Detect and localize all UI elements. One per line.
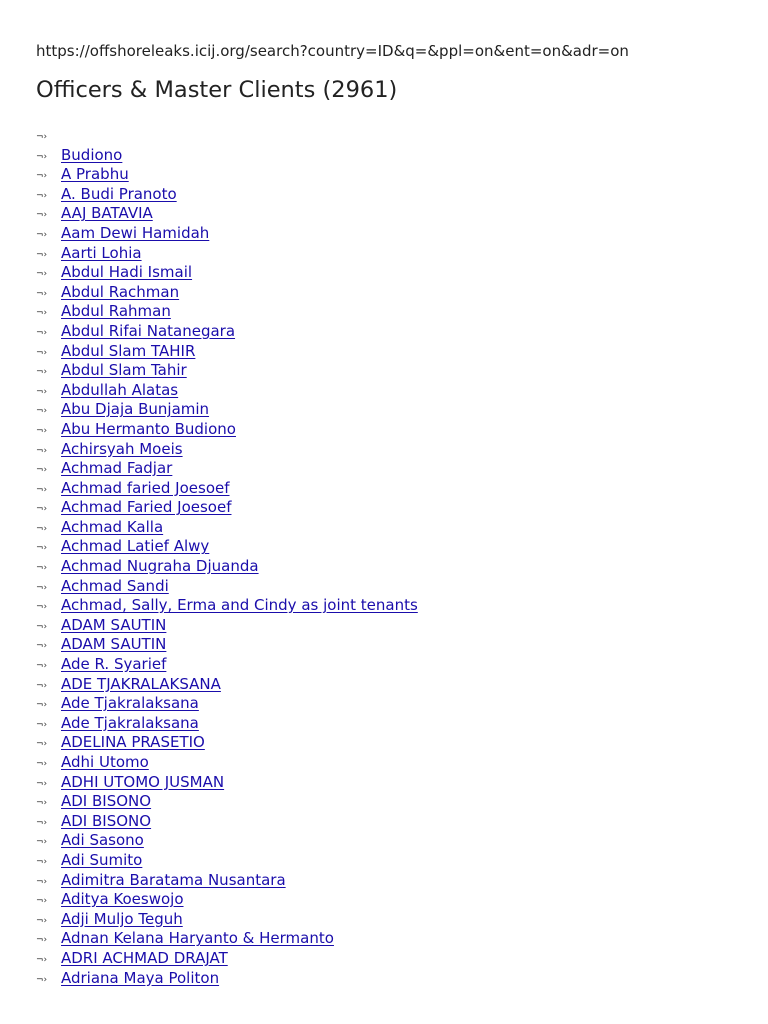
list-item: [36, 283, 418, 303]
bullet-icon: ¬›: [36, 798, 48, 809]
bullet-icon: ¬›: [36, 132, 48, 142]
list-item: [36, 479, 418, 499]
list-item: [36, 518, 418, 538]
result-link[interactable]: Ade Tjakralaksana: [61, 713, 199, 732]
list-item: [36, 851, 418, 871]
bullet-icon: ¬›: [36, 465, 48, 476]
bullet-icon: ¬›: [36, 719, 48, 730]
list-item: [36, 498, 418, 518]
bullet-icon: ¬›: [36, 484, 48, 495]
list-item: [36, 126, 418, 146]
result-link[interactable]: Abdul Rachman: [61, 282, 180, 301]
result-link[interactable]: ADAM SAUTIN: [61, 615, 167, 634]
result-link[interactable]: ADHI UTOMO JUSMAN: [61, 772, 225, 791]
bullet-icon: ¬›: [36, 425, 48, 436]
list-item: [36, 400, 418, 420]
bullet-icon: ¬›: [36, 602, 48, 613]
list-item: [36, 381, 418, 401]
result-link[interactable]: Adriana Maya Politon: [61, 968, 220, 987]
list-item: [36, 459, 418, 479]
result-link[interactable]: Adi Sumito: [61, 850, 143, 869]
bullet-icon: ¬›: [36, 563, 48, 574]
bullet-icon: ¬›: [36, 445, 48, 456]
result-link[interactable]: Achmad, Sally, Erma and Cindy as joint tenants: [61, 596, 418, 615]
result-link[interactable]: Abdul Rahman: [61, 302, 171, 321]
result-link[interactable]: Budiono: [61, 145, 123, 164]
bullet-icon: ¬›: [36, 406, 48, 417]
bullet-icon: ¬›: [36, 700, 48, 711]
list-item: [36, 440, 418, 460]
result-link[interactable]: Adimitra Baratama Nusantara: [61, 870, 286, 889]
result-link[interactable]: Abdul Rifai Natanegara: [61, 321, 236, 340]
bullet-icon: ¬›: [36, 523, 48, 534]
result-link[interactable]: ADE TJAKRALAKSANA: [61, 674, 221, 693]
list-item: [36, 302, 418, 322]
result-link[interactable]: Adnan Kelana Haryanto & Hermanto: [61, 929, 334, 948]
bullet-icon: ¬›: [36, 778, 48, 789]
list-item: [36, 969, 418, 989]
bullet-icon: ¬›: [36, 347, 48, 358]
bullet-icon: ¬›: [36, 582, 48, 593]
list-item: [36, 322, 418, 342]
list-item: [36, 714, 418, 734]
list-item: [36, 263, 418, 283]
bullet-icon: ¬›: [36, 621, 48, 632]
bullet-icon: ¬›: [36, 190, 48, 201]
bullet-icon: ¬›: [36, 504, 48, 515]
bullet-icon: ¬›: [36, 386, 48, 397]
result-link[interactable]: Achmad Faried Joesoef: [61, 498, 232, 517]
list-item: [36, 146, 418, 166]
result-link[interactable]: ADELINA PRASETIO: [61, 733, 205, 752]
bullet-icon: ¬›: [36, 327, 48, 338]
result-link[interactable]: Adhi Utomo: [61, 753, 149, 771]
list-item: [36, 596, 418, 616]
result-link[interactable]: Abdul Slam TAHIR: [61, 341, 196, 360]
bullet-icon: ¬›: [36, 876, 48, 887]
result-link[interactable]: Achmad faried Joesoef: [61, 478, 230, 497]
list-item: [36, 165, 418, 185]
bullet-icon: ¬›: [36, 641, 48, 652]
bullet-icon: ¬›: [36, 759, 48, 769]
bullet-icon: ¬›: [36, 249, 48, 260]
list-item: [36, 616, 418, 636]
bullet-icon: ¬›: [36, 915, 48, 926]
bullet-icon: ¬›: [36, 288, 48, 299]
list-item: [36, 831, 418, 851]
list-item: [36, 812, 418, 832]
result-link[interactable]: Achirsyah Moeis: [61, 439, 183, 458]
list-item: [36, 361, 418, 381]
bullet-icon: ¬›: [36, 171, 48, 182]
bullet-icon: ¬›: [36, 210, 48, 221]
bullet-icon: ¬›: [36, 269, 48, 280]
list-item: [36, 420, 418, 440]
bullet-icon: ¬›: [36, 954, 48, 965]
list-item: [36, 537, 418, 557]
result-link[interactable]: Abdul Slam Tahir: [61, 361, 187, 380]
list-item: [36, 244, 418, 264]
list-item: [36, 694, 418, 714]
list-item: [36, 342, 418, 362]
bullet-icon: ¬›: [36, 817, 48, 828]
bullet-icon: ¬›: [36, 680, 48, 691]
list-item: [36, 675, 418, 695]
bullet-icon: ¬›: [36, 229, 48, 240]
result-link[interactable]: Abu Hermanto Budiono: [61, 419, 236, 438]
list-item: [36, 733, 418, 753]
list-item: [36, 753, 418, 773]
list-item: [36, 890, 418, 910]
bullet-icon: ¬›: [36, 308, 48, 319]
bullet-icon: ¬›: [36, 543, 48, 554]
list-item: [36, 910, 418, 930]
list-item: [36, 204, 418, 224]
result-link[interactable]: Ade R. Syarief: [61, 655, 167, 674]
list-item: [36, 577, 418, 597]
list-item: [36, 655, 418, 675]
result-link[interactable]: Achmad Kalla: [61, 517, 164, 536]
result-link[interactable]: ADI BISONO: [61, 792, 152, 811]
list-item: [36, 773, 418, 793]
page-title: Officers & Master Clients (2961): [36, 77, 398, 103]
list-item: [36, 635, 418, 655]
list-item: [36, 557, 418, 577]
result-link[interactable]: ADRI ACHMAD DRAJAT: [61, 948, 228, 967]
result-link[interactable]: ADAM SAUTIN: [61, 635, 167, 654]
result-link[interactable]: Aarti Lohia: [61, 243, 142, 262]
result-link[interactable]: Achmad Fadjar: [61, 459, 173, 478]
bullet-icon: ¬›: [36, 151, 48, 162]
list-item: [36, 871, 418, 891]
bullet-icon: ¬›: [36, 837, 48, 848]
bullet-icon: ¬›: [36, 896, 48, 907]
bullet-icon: ¬›: [36, 974, 48, 985]
bullet-icon: ¬›: [36, 935, 48, 946]
result-link[interactable]: Achmad Latief Alwy: [61, 537, 210, 556]
results-list: [36, 126, 418, 988]
bullet-icon: ¬›: [36, 856, 48, 867]
source-url: https://offshoreleaks.icij.org/search?country=ID&q=&ppl=on&ent=on&adr=on: [36, 42, 629, 60]
result-link[interactable]: Ade Tjakralaksana: [61, 694, 199, 713]
result-link[interactable]: Achmad Nugraha Djuanda: [61, 557, 259, 576]
result-link[interactable]: Aam Dewi Hamidah: [61, 223, 210, 242]
list-item: [36, 792, 418, 812]
result-link[interactable]: A. Budi Pranoto: [61, 184, 177, 203]
result-link[interactable]: AAJ BATAVIA: [61, 204, 153, 223]
list-item: [36, 185, 418, 205]
list-item: [36, 949, 418, 969]
result-link[interactable]: Adi Sasono: [61, 831, 144, 850]
result-link[interactable]: Aditya Koeswojo: [61, 890, 184, 909]
result-link[interactable]: Adji Muljo Teguh: [61, 909, 183, 928]
result-link[interactable]: A Prabhu: [61, 165, 129, 184]
result-link[interactable]: Abdul Hadi Ismail: [61, 263, 193, 282]
list-item: [36, 929, 418, 949]
list-item: [36, 224, 418, 244]
result-link[interactable]: Abu Djaja Bunjamin: [61, 400, 210, 419]
result-link[interactable]: Abdullah Alatas: [61, 380, 179, 399]
bullet-icon: ¬›: [36, 739, 48, 750]
bullet-icon: ¬›: [36, 367, 48, 378]
result-link[interactable]: ADI BISONO: [61, 811, 152, 830]
bullet-icon: ¬›: [36, 661, 48, 672]
result-link[interactable]: Achmad Sandi: [61, 576, 169, 595]
